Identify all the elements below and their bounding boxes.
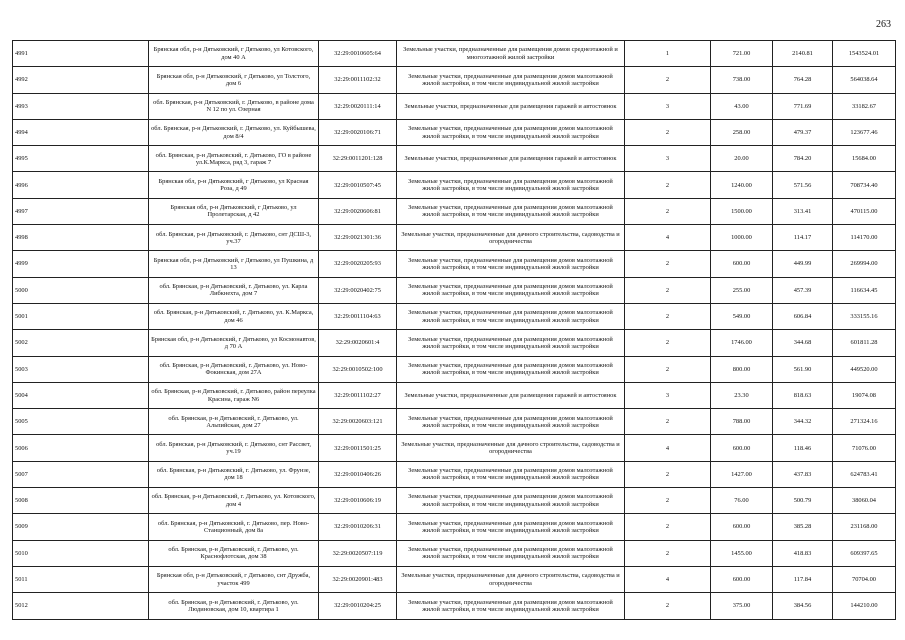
cadastral-value-cell: 449520.00 xyxy=(833,356,896,382)
group-code-cell: 2 xyxy=(625,251,711,277)
specific-value-cell: 313.41 xyxy=(773,198,833,224)
group-code-cell: 2 xyxy=(625,67,711,93)
specific-value-cell: 449.99 xyxy=(773,251,833,277)
land-use-cell: Земельные участки, предназначенные для размещения гаражей и автостоянок xyxy=(397,93,625,119)
table-row xyxy=(13,540,896,566)
specific-value-cell: 571.56 xyxy=(773,172,833,198)
specific-value-cell: 606.84 xyxy=(773,303,833,329)
address-cell: обл. Брянская, р-н Дятьковский, г. Дятьково, ул. К.Маркса, дом 46 xyxy=(149,303,319,329)
group-code-cell: 3 xyxy=(625,382,711,408)
address-cell: Брянская обл, р-н Дятьковский, г Дятьково, ул Пролетарская, д 42 xyxy=(149,198,319,224)
land-use-cell: Земельные участки, предназначенные для размещения домов малоэтажной жилой застройки, в том числе индивидуальной жилой застройки xyxy=(397,119,625,145)
table-row xyxy=(13,330,896,356)
table-row xyxy=(13,461,896,487)
area-cell: 258.00 xyxy=(711,119,773,145)
cadastral-value-cell: 609397.65 xyxy=(833,540,896,566)
cadastral-value-cell: 33182.67 xyxy=(833,93,896,119)
table-row xyxy=(13,277,896,303)
cadastral-number-cell: 32:29:0010507:45 xyxy=(319,172,397,198)
cadastral-number-cell: 32:29:0020111:14 xyxy=(319,93,397,119)
address-cell: обл. Брянская, р-н Дятьковский, г. Дятьково, снт Рассвет, уч.19 xyxy=(149,435,319,461)
area-cell: 721.00 xyxy=(711,41,773,67)
group-code-cell: 3 xyxy=(625,146,711,172)
land-use-cell: Земельные участки, предназначенные для дачного строительства, садоводства и огородничества xyxy=(397,225,625,251)
cadastral-value-cell: 19074.08 xyxy=(833,382,896,408)
land-use-cell: Земельные участки, предназначенные для размещения домов малоэтажной жилой застройки, в том числе индивидуальной жилой застройки xyxy=(397,251,625,277)
area-cell: 43.00 xyxy=(711,93,773,119)
area-cell: 600.00 xyxy=(711,251,773,277)
row-number: 5011 xyxy=(13,566,149,592)
cadastral-value-cell: 624783.41 xyxy=(833,461,896,487)
row-number: 4991 xyxy=(13,41,149,67)
specific-value-cell: 500.79 xyxy=(773,488,833,514)
cadastral-value-cell: 708734.40 xyxy=(833,172,896,198)
land-use-cell: Земельные участки, предназначенные для размещения домов малоэтажной жилой застройки, в том числе индивидуальной жилой застройки xyxy=(397,461,625,487)
land-use-cell: Земельные участки, предназначенные для размещения домов малоэтажной жилой застройки, в том числе индивидуальной жилой застройки xyxy=(397,330,625,356)
cadastral-value-cell: 231168.00 xyxy=(833,514,896,540)
land-use-cell: Земельные участки, предназначенные для размещения домов среднеэтажной и многоэтажной жилой застройки xyxy=(397,41,625,67)
row-number: 4997 xyxy=(13,198,149,224)
cadastral-value-cell: 601811.28 xyxy=(833,330,896,356)
address-cell: обл. Брянская, р-н Дятьковский, г. Дятьково, ул. Альпийская, дом 27 xyxy=(149,409,319,435)
area-cell: 600.00 xyxy=(711,566,773,592)
cadastral-number-cell: 32:29:0011104:63 xyxy=(319,303,397,329)
address-cell: обл. Брянская, р-н Дятьковский, г. Дятьково, ул. Людиновская, дом 10, квартира 1 xyxy=(149,593,319,619)
specific-value-cell: 764.28 xyxy=(773,67,833,93)
specific-value-cell: 457.39 xyxy=(773,277,833,303)
area-cell: 255.00 xyxy=(711,277,773,303)
cadastral-number-cell: 32:29:0020205:93 xyxy=(319,251,397,277)
cadastral-value-cell: 114170.00 xyxy=(833,225,896,251)
specific-value-cell: 344.32 xyxy=(773,409,833,435)
address-cell: обл. Брянская, р-н Дятьковский, г. Дятьково, ул. Ново-Фокинская, дом 27А xyxy=(149,356,319,382)
area-cell: 76.00 xyxy=(711,488,773,514)
cadastral-number-cell: 32:29:0010206:31 xyxy=(319,514,397,540)
land-use-cell: Земельные участки, предназначенные для размещения домов малоэтажной жилой застройки, в том числе индивидуальной жилой застройки xyxy=(397,277,625,303)
address-cell: обл. Брянская, р-н Дятьковский, г. Дятьково, пер. Ново-Станционный, дом 8а xyxy=(149,514,319,540)
address-cell: обл. Брянская, р-н Дятьковский, г. Дятьково, ул. Фрунзе, дом 18 xyxy=(149,461,319,487)
group-code-cell: 2 xyxy=(625,593,711,619)
cadastral-value-cell: 470115.00 xyxy=(833,198,896,224)
cadastral-number-cell: 32:29:0011102:32 xyxy=(319,67,397,93)
address-cell: обл. Брянская, р-н Дятьковский, г. Дятьково, район переулка Красина, гараж N6 xyxy=(149,382,319,408)
table-row xyxy=(13,41,896,67)
specific-value-cell: 771.69 xyxy=(773,93,833,119)
group-code-cell: 2 xyxy=(625,514,711,540)
table-row xyxy=(13,67,896,93)
row-number: 4998 xyxy=(13,225,149,251)
cadastral-number-cell: 32:29:0020603:121 xyxy=(319,409,397,435)
row-number: 5009 xyxy=(13,514,149,540)
cadastral-number-cell: 32:29:0010606:19 xyxy=(319,488,397,514)
area-cell: 1000.00 xyxy=(711,225,773,251)
row-number: 4994 xyxy=(13,119,149,145)
group-code-cell: 4 xyxy=(625,566,711,592)
cadastral-number-cell: 32:29:0020507:119 xyxy=(319,540,397,566)
table-row xyxy=(13,593,896,619)
address-cell: обл. Брянская, р-н Дятьковский, г. Дятьково, в районе дома N 12 по ул. Озерная xyxy=(149,93,319,119)
land-use-cell: Земельные участки, предназначенные для размещения гаражей и автостоянок xyxy=(397,382,625,408)
land-use-cell: Земельные участки, предназначенные для дачного строительства, садоводства и огородничества xyxy=(397,566,625,592)
row-number: 5010 xyxy=(13,540,149,566)
row-number: 5002 xyxy=(13,330,149,356)
specific-value-cell: 117.84 xyxy=(773,566,833,592)
cadastral-value-cell: 38060.04 xyxy=(833,488,896,514)
table-row xyxy=(13,251,896,277)
land-use-cell: Земельные участки, предназначенные для размещения домов малоэтажной жилой застройки, в том числе индивидуальной жилой застройки xyxy=(397,67,625,93)
row-number: 4992 xyxy=(13,67,149,93)
group-code-cell: 2 xyxy=(625,303,711,329)
row-number: 4996 xyxy=(13,172,149,198)
land-use-cell: Земельные участки, предназначенные для размещения домов малоэтажной жилой застройки, в том числе индивидуальной жилой застройки xyxy=(397,356,625,382)
specific-value-cell: 784.20 xyxy=(773,146,833,172)
table-row xyxy=(13,356,896,382)
area-cell: 800.00 xyxy=(711,356,773,382)
area-cell: 1746.00 xyxy=(711,330,773,356)
address-cell: обл. Брянская, р-н Дятьковский, г. Дятьково, снт ДСШ-3, уч.37 xyxy=(149,225,319,251)
table-row xyxy=(13,409,896,435)
row-number: 4999 xyxy=(13,251,149,277)
group-code-cell: 1 xyxy=(625,41,711,67)
area-cell: 1500.00 xyxy=(711,198,773,224)
cadastral-number-cell: 32:29:0021301:36 xyxy=(319,225,397,251)
group-code-cell: 2 xyxy=(625,409,711,435)
row-number: 5007 xyxy=(13,461,149,487)
land-use-cell: Земельные участки, предназначенные для размещения домов малоэтажной жилой застройки, в том числе индивидуальной жилой застройки xyxy=(397,540,625,566)
specific-value-cell: 114.17 xyxy=(773,225,833,251)
table-row xyxy=(13,488,896,514)
cadastral-value-cell: 271324.16 xyxy=(833,409,896,435)
land-use-cell: Земельные участки, предназначенные для размещения домов малоэтажной жилой застройки, в том числе индивидуальной жилой застройки xyxy=(397,172,625,198)
address-cell: обл. Брянская, р-н Дятьковский, г. Дятьково, ул. Краснофлотская, дом 38 xyxy=(149,540,319,566)
table-row xyxy=(13,514,896,540)
land-use-cell: Земельные участки, предназначенные для дачного строительства, садоводства и огородничества xyxy=(397,435,625,461)
area-cell: 1455.00 xyxy=(711,540,773,566)
row-number: 5008 xyxy=(13,488,149,514)
cadastral-number-cell: 32:29:0011102:27 xyxy=(319,382,397,408)
land-use-cell: Земельные участки, предназначенные для размещения домов малоэтажной жилой застройки, в том числе индивидуальной жилой застройки xyxy=(397,514,625,540)
group-code-cell: 2 xyxy=(625,119,711,145)
row-number: 4993 xyxy=(13,93,149,119)
table-row xyxy=(13,303,896,329)
group-code-cell: 3 xyxy=(625,93,711,119)
cadastral-number-cell: 32:29:0020601:4 xyxy=(319,330,397,356)
group-code-cell: 4 xyxy=(625,225,711,251)
address-cell: Брянская обл, р-н Дятьковский, г Дятьково, ул Пушкина, д 13 xyxy=(149,251,319,277)
specific-value-cell: 561.90 xyxy=(773,356,833,382)
area-cell: 23.30 xyxy=(711,382,773,408)
group-code-cell: 2 xyxy=(625,172,711,198)
land-use-cell: Земельные участки, предназначенные для размещения домов малоэтажной жилой застройки, в том числе индивидуальной жилой застройки xyxy=(397,488,625,514)
row-number: 5006 xyxy=(13,435,149,461)
specific-value-cell: 384.56 xyxy=(773,593,833,619)
cadastral-value-cell: 564038.64 xyxy=(833,67,896,93)
specific-value-cell: 2140.81 xyxy=(773,41,833,67)
cadastral-number-cell: 32:29:0020402:75 xyxy=(319,277,397,303)
row-number: 5003 xyxy=(13,356,149,382)
row-number: 5001 xyxy=(13,303,149,329)
cadastral-number-cell: 32:29:0020106:71 xyxy=(319,119,397,145)
address-cell: Брянская обл, р-н Дятьковский, г Дятьково, ул Космонавтов, д 70 А xyxy=(149,330,319,356)
cadastral-value-cell: 144210.00 xyxy=(833,593,896,619)
group-code-cell: 2 xyxy=(625,198,711,224)
area-cell: 20.00 xyxy=(711,146,773,172)
row-number: 5004 xyxy=(13,382,149,408)
cadastral-value-cell: 15684.00 xyxy=(833,146,896,172)
cadastral-number-cell: 32:29:0011501:25 xyxy=(319,435,397,461)
table-row xyxy=(13,435,896,461)
cadastral-number-cell: 32:29:0010204:25 xyxy=(319,593,397,619)
table-row xyxy=(13,93,896,119)
cadastral-number-cell: 32:29:0011201:128 xyxy=(319,146,397,172)
specific-value-cell: 479.37 xyxy=(773,119,833,145)
table-body xyxy=(13,41,896,620)
address-cell: обл. Брянская, р-н Дятьковский, г. Дятьково, ул. Куйбышева, дом 8/4 xyxy=(149,119,319,145)
table-row xyxy=(13,566,896,592)
land-use-cell: Земельные участки, предназначенные для размещения домов малоэтажной жилой застройки, в том числе индивидуальной жилой застройки xyxy=(397,409,625,435)
area-cell: 375.00 xyxy=(711,593,773,619)
group-code-cell: 2 xyxy=(625,461,711,487)
cadastral-number-cell: 32:29:0020606:81 xyxy=(319,198,397,224)
cadastral-value-cell: 333155.16 xyxy=(833,303,896,329)
address-cell: обл. Брянская, р-н Дятьковский, г. Дятьково, ул. Карла Либкнехта, дом 7 xyxy=(149,277,319,303)
address-cell: обл. Брянская, р-н Дятьковский, г. Дятьково, ул. Котовского, дом 4 xyxy=(149,488,319,514)
group-code-cell: 2 xyxy=(625,330,711,356)
cadastral-value-cell: 70704.00 xyxy=(833,566,896,592)
group-code-cell: 4 xyxy=(625,435,711,461)
group-code-cell: 2 xyxy=(625,540,711,566)
specific-value-cell: 118.46 xyxy=(773,435,833,461)
address-cell: Брянская обл, р-н Дятьковский, г Дятьково, ул Толстого, дом 6 xyxy=(149,67,319,93)
area-cell: 549.00 xyxy=(711,303,773,329)
address-cell: Брянская обл, р-н Дятьковский, г Дятьково, ул Красная Роза, д 49 xyxy=(149,172,319,198)
land-registry-table xyxy=(12,40,896,620)
specific-value-cell: 418.83 xyxy=(773,540,833,566)
row-number: 5005 xyxy=(13,409,149,435)
group-code-cell: 2 xyxy=(625,277,711,303)
cadastral-number-cell: 32:29:0010502:100 xyxy=(319,356,397,382)
page-number: 263 xyxy=(876,19,891,30)
land-use-cell: Земельные участки, предназначенные для размещения домов малоэтажной жилой застройки, в том числе индивидуальной жилой застройки xyxy=(397,198,625,224)
table-row xyxy=(13,172,896,198)
table-row xyxy=(13,146,896,172)
cadastral-value-cell: 269994.00 xyxy=(833,251,896,277)
land-use-cell: Земельные участки, предназначенные для размещения домов малоэтажной жилой застройки, в том числе индивидуальной жилой застройки xyxy=(397,303,625,329)
specific-value-cell: 385.28 xyxy=(773,514,833,540)
row-number: 5000 xyxy=(13,277,149,303)
group-code-cell: 2 xyxy=(625,488,711,514)
group-code-cell: 2 xyxy=(625,356,711,382)
specific-value-cell: 344.68 xyxy=(773,330,833,356)
specific-value-cell: 437.83 xyxy=(773,461,833,487)
area-cell: 788.00 xyxy=(711,409,773,435)
area-cell: 1427.00 xyxy=(711,461,773,487)
area-cell: 600.00 xyxy=(711,435,773,461)
cadastral-value-cell: 123677.46 xyxy=(833,119,896,145)
table-row xyxy=(13,382,896,408)
cadastral-number-cell: 32:29:0010605:64 xyxy=(319,41,397,67)
address-cell: Брянская обл, р-н Дятьковский, г Дятьково, снт Дружба, участок 499 xyxy=(149,566,319,592)
table-row xyxy=(13,119,896,145)
address-cell: Брянская обл, р-н Дятьковский, г Дятьково, ул Котовского, дом 40 А xyxy=(149,41,319,67)
specific-value-cell: 818.63 xyxy=(773,382,833,408)
cadastral-value-cell: 116634.45 xyxy=(833,277,896,303)
address-cell: обл. Брянская, р-н Дятьковский, г. Дятьково, ГО в районе ул.К.Маркса, ряд 3, гараж 7 xyxy=(149,146,319,172)
area-cell: 738.00 xyxy=(711,67,773,93)
cadastral-value-cell: 71076.00 xyxy=(833,435,896,461)
row-number: 4995 xyxy=(13,146,149,172)
cadastral-number-cell: 32:29:0010406:26 xyxy=(319,461,397,487)
land-use-cell: Земельные участки, предназначенные для размещения гаражей и автостоянок xyxy=(397,146,625,172)
area-cell: 1240.00 xyxy=(711,172,773,198)
table-row xyxy=(13,198,896,224)
cadastral-value-cell: 1543524.01 xyxy=(833,41,896,67)
area-cell: 600.00 xyxy=(711,514,773,540)
row-number: 5012 xyxy=(13,593,149,619)
cadastral-number-cell: 32:29:0020901:483 xyxy=(319,566,397,592)
table-row xyxy=(13,225,896,251)
land-use-cell: Земельные участки, предназначенные для размещения домов малоэтажной жилой застройки, в том числе индивидуальной жилой застройки xyxy=(397,593,625,619)
